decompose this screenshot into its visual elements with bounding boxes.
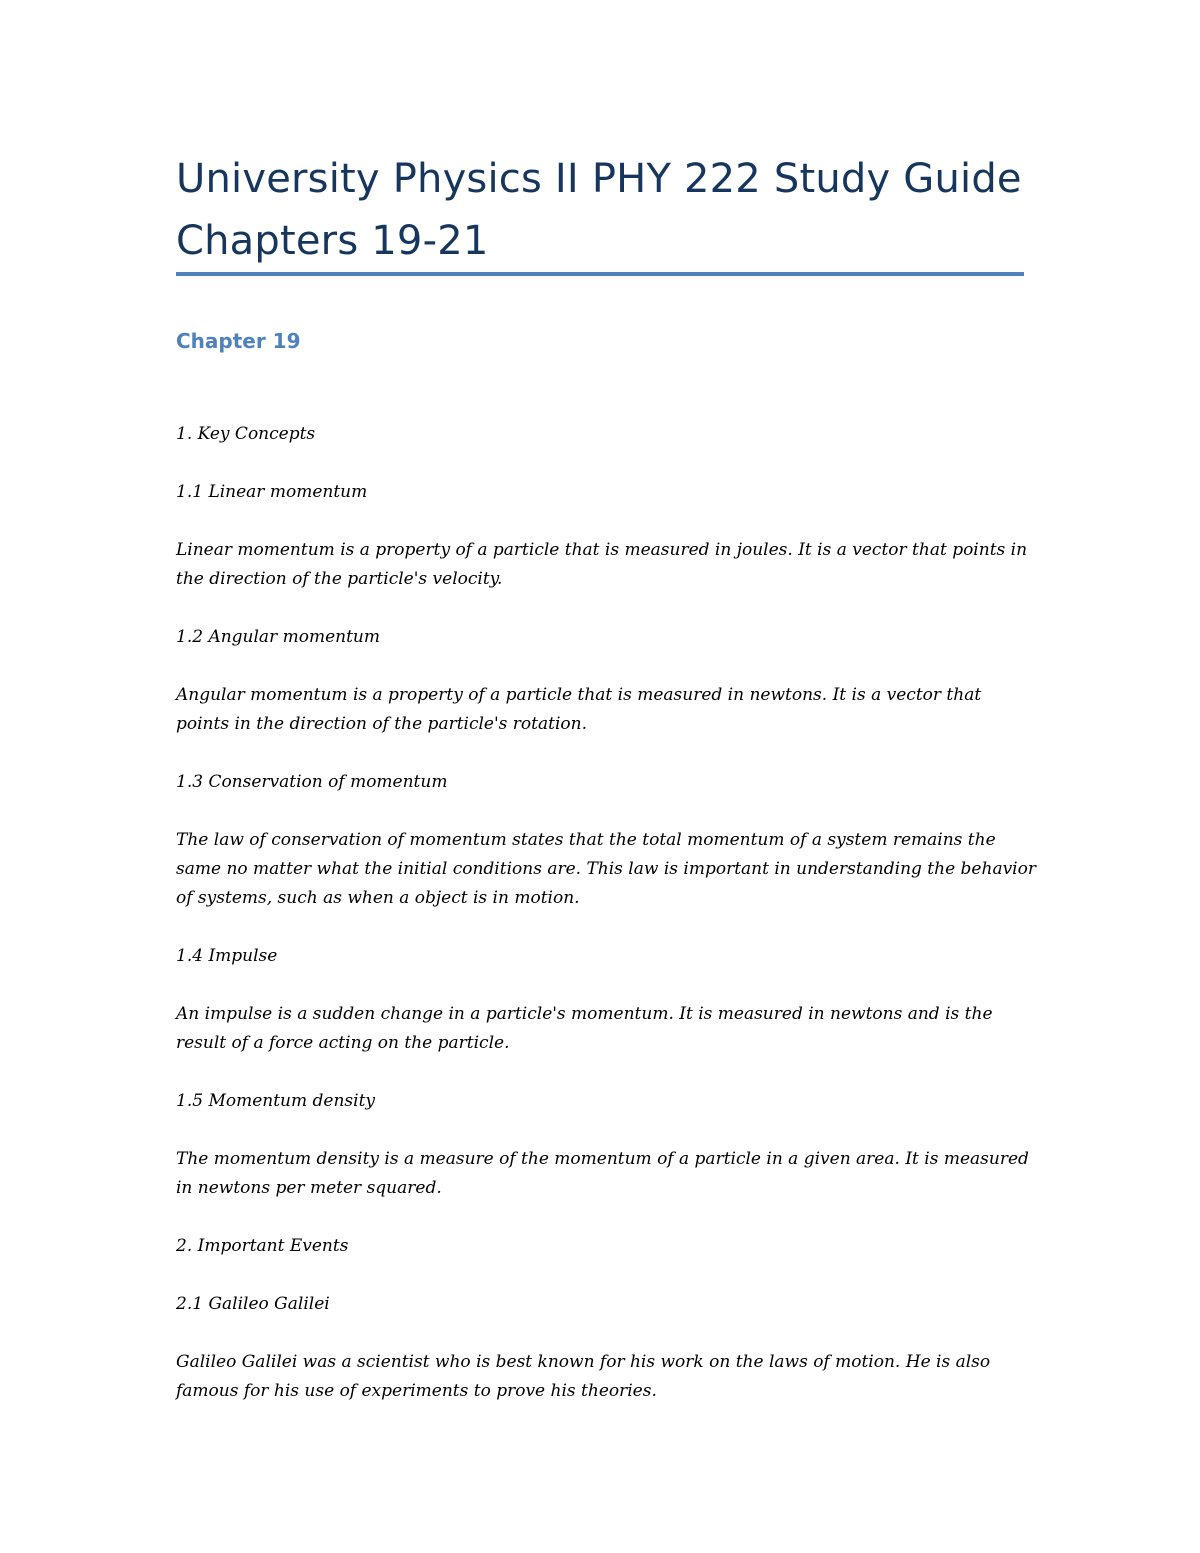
paragraph: Galileo Galilei was a scientist who is best known for his work on the laws of motion. He is also famous for his use of experiments to prove his theories.	[176, 1352, 991, 1401]
section-heading: 2. Important Events	[176, 1236, 349, 1256]
subsection-heading: 1.1 Linear momentum	[176, 482, 368, 502]
subsection-heading: 1.4 Impulse	[176, 946, 278, 966]
chapter-heading: Chapter 19	[176, 329, 301, 353]
paragraph: The momentum density is a measure of the momentum of a particle in a given area. It is measured in newtons per meter squared.	[176, 1149, 1029, 1198]
subsection-heading: 1.5 Momentum density	[176, 1091, 376, 1111]
subsection-heading: 2.1 Galileo Galilei	[176, 1294, 330, 1314]
section-heading: 1. Key Concepts	[176, 424, 316, 444]
subsection-heading: 1.2 Angular momentum	[176, 627, 380, 647]
paragraph: Angular momentum is a property of a particle that is measured in newtons. It is a vector that points in the direction of the particle's rotation.	[176, 685, 982, 734]
document-title: University Physics II PHY 222 Study Guide Chapters 19-21	[176, 156, 1022, 264]
paragraph: An impulse is a sudden change in a particle's momentum. It is measured in newtons and is the result of a force acting on the particle.	[176, 1004, 993, 1053]
title-underline	[176, 272, 1024, 276]
paragraph: The law of conservation of momentum states that the total momentum of a system remains the same no matter what the initial conditions are. This law is important in understanding the behavior of systems, such as when a object is in motion.	[176, 830, 1036, 908]
paragraph: Linear momentum is a property of a particle that is measured in joules. It is a vector that points in the direction of the particle's velocity.	[176, 540, 1028, 589]
document-body	[176, 420, 1036, 1406]
subsection-heading: 1.3 Conservation of momentum	[176, 772, 448, 792]
